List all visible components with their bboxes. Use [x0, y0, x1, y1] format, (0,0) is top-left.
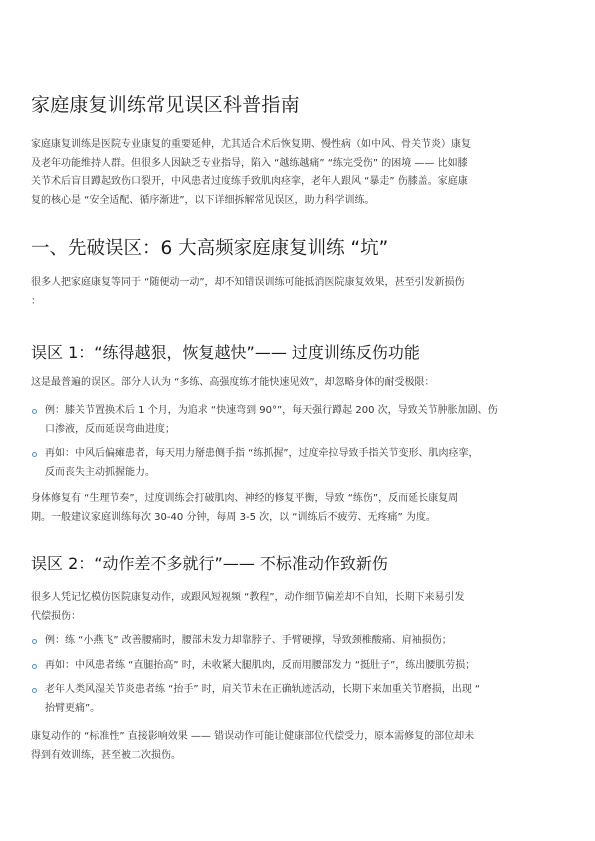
- mistake2-intro-line: 很多人凭记忆模仿医院康复动作，或跟风短视频 “教程”，动作细节偏差却不自知，长期下来易引发: [31, 592, 465, 603]
- list-item: 再如：中风患者练 “直腿抬高” 时，未收紧大腿肌肉，反而用腰部发力 “挺肚子”，练出腰肌劳损；: [31, 657, 581, 676]
- list-item: 再如：中风后偏瘫患者，每天用力掰患侧手指 “练抓握”，过度牵拉导致手指关节变形、肌肉痉挛， 反而丧失主动抓握能力。: [31, 445, 581, 482]
- intro-line: 家庭康复训练是医院专业康复的重要延伸，尤其适合术后恢复期、慢性病（如中风、骨关节炎）康复: [31, 139, 471, 150]
- bullet-icon: [32, 409, 37, 414]
- section1-intro-line: ：: [31, 295, 41, 307]
- page-title: 家庭康复训练常见误区科普指南: [31, 94, 300, 116]
- mistake2-heading: 误区 2：“动作差不多就行”—— 不标准动作致新伤: [31, 554, 388, 573]
- mistake1-intro: [31, 374, 571, 393]
- intro-paragraph: [31, 136, 571, 210]
- mistake2-outro-line: 得到有效训练，甚至被二次损伤。: [31, 749, 181, 761]
- bullet-icon: [32, 452, 37, 457]
- mistake1-outro-line: 期。一般建议家庭训练每次 30-40 分钟，每周 3-5 次，以 “训练后不疲劳、无疼痛” 为度。: [31, 511, 436, 523]
- intro-line: 及老年功能维持人群。但很多人因缺乏专业指导，陷入 “越练越痛” “练完受伤” 的困境 —— 比如膝: [31, 157, 468, 169]
- mistake1-outro-line: 身体修复有 “生理节奏”，过度训练会打破肌肉、神经的修复平衡，导致 “练伤”，反而延长康复周: [31, 493, 459, 504]
- section1-heading: 一、先破误区：6 大高频家庭康复训练 “坑”: [31, 238, 389, 259]
- mistake1-outro: [31, 490, 571, 527]
- list-item: 例：膝关节置换术后 1 个月，为追求 “快速弯到 90°”，每天强行蹲起 200 次，导致关节肿胀加剧、伤 口渗液，反而延误弯曲进度；: [31, 402, 581, 439]
- mistake2-outro-line: 康复动作的 “标准性” 直接影响效果 —— 错误动作可能让健康部位代偿受力，原本需修复的部位却未: [31, 731, 475, 742]
- bullet-icon: [32, 664, 37, 669]
- mistake1-intro-line: 这是最普遍的误区。部分人认为 “多练、高强度练才能快速见效”，却忽略身体的耐受极限：: [31, 377, 435, 388]
- mistake2-intro: [31, 589, 571, 626]
- mistake1-list: [31, 402, 581, 482]
- list-item: 老年人类风湿关节炎患者练 “抬手” 时，肩关节未在正确轨迹活动，长期下来加重关节磨损，出现 “ 抬臂更痛”。: [31, 681, 581, 718]
- bullet-icon: [32, 639, 37, 644]
- intro-line: 复的核心是 “安全适配、循序渐进”，以下详细拆解常见误区，助力科学训练。: [31, 194, 375, 206]
- intro-line: 关节术后盲目蹲起致伤口裂开，中风患者过度练手致肌肉痉挛，老年人跟风 “暴走” 伤膝盖。家庭康: [31, 176, 468, 187]
- list-item: 例：练 “小燕飞” 改善腰痛时，腰部未发力却靠脖子、手臂硬撑，导致颈椎酸痛、肩袖损伤；: [31, 632, 581, 651]
- mistake2-outro: [31, 728, 571, 765]
- section1-intro-line: 很多人把家庭康复等同于 “随便动一动”，却不知错误训练可能抵消医院康复效果，甚至引发新损伤: [31, 277, 465, 288]
- mistake1-heading: 误区 1：“练得越狠，恢复越快”—— 过度训练反伤功能: [31, 343, 420, 362]
- mistake2-intro-line: 代偿损伤：: [31, 610, 81, 622]
- section1-intro: [31, 274, 571, 311]
- mistake2-list: [31, 632, 581, 718]
- bullet-icon: [32, 688, 37, 693]
